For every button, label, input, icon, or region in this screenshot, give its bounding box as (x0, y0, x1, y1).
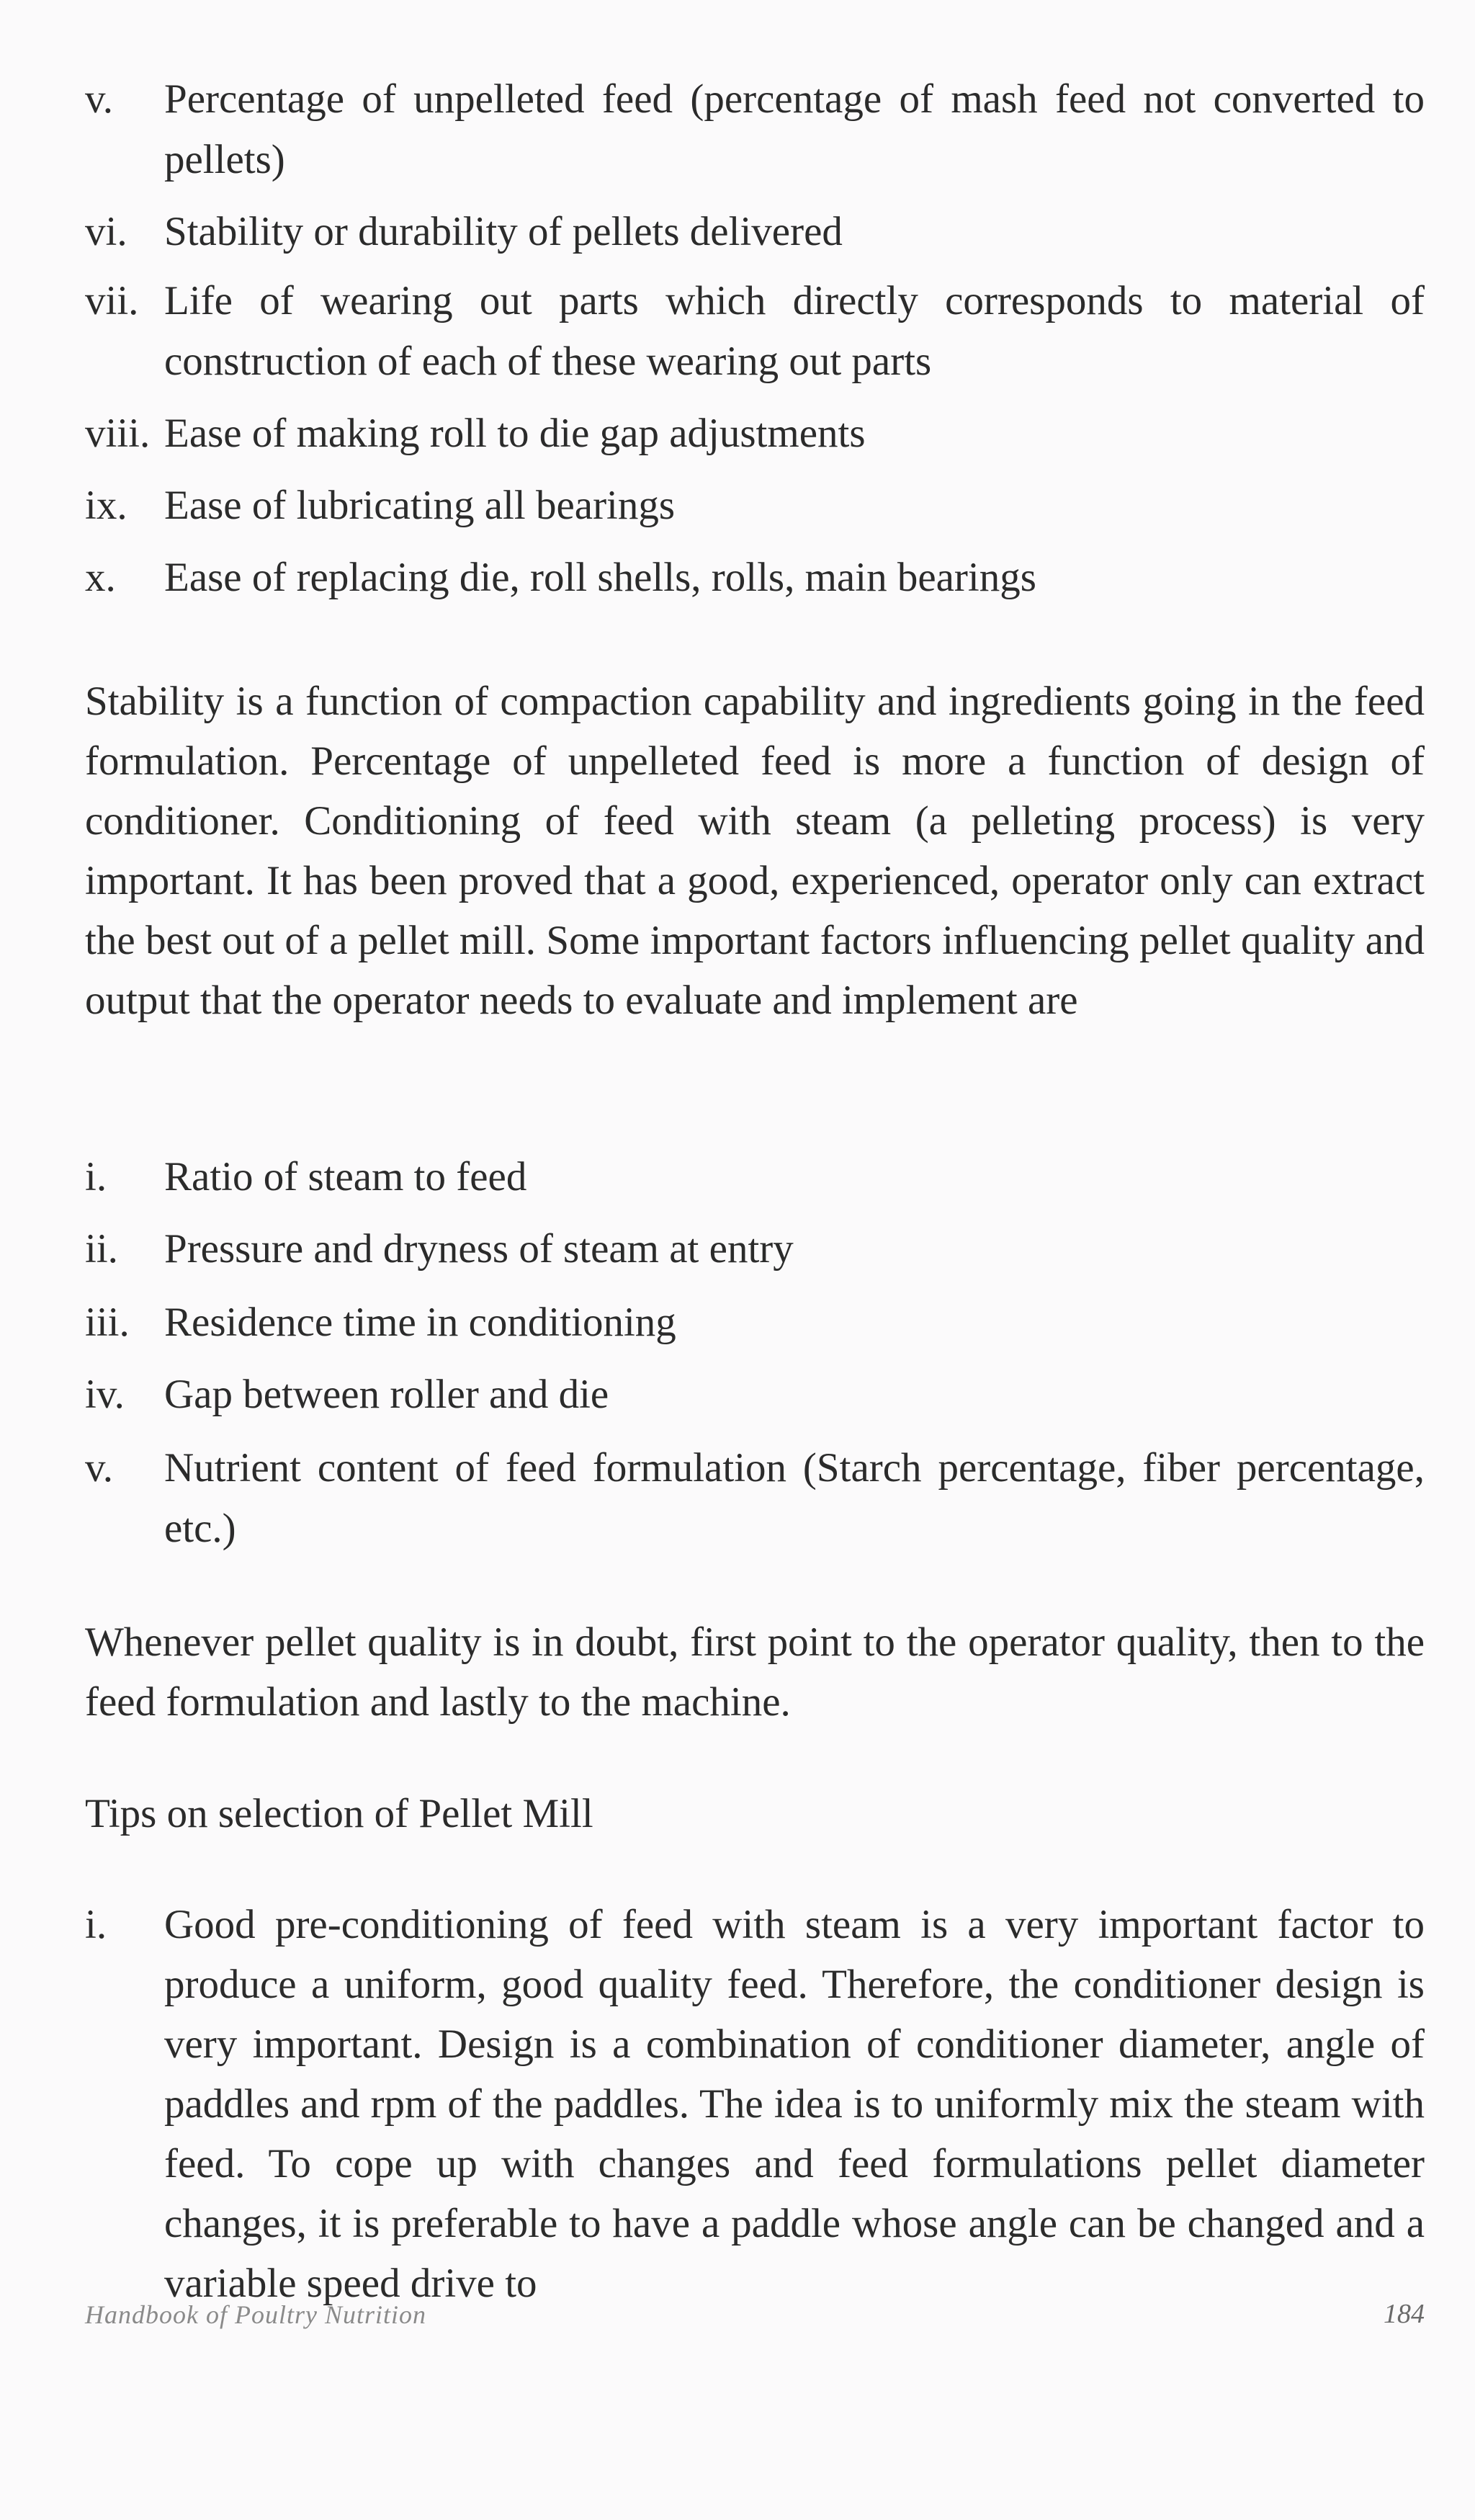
list-item-text: Pressure and dryness of steam at entry (164, 1226, 794, 1272)
list-item-text: Ease of replacing die, roll shells, rolls, main bearings (164, 555, 1036, 600)
list-item-number: vii. (85, 278, 139, 323)
list-item-number: iii. (85, 1300, 130, 1345)
list-item-text: Ease of making roll to die gap adjustments (164, 411, 866, 456)
list-item-text: Residence time in conditioning (164, 1300, 676, 1345)
list-item-text: Good pre-conditioning of feed with steam is a very important factor to produce a uniform, good quality feed. Therefore, the conditioner design is very important. Design is a combination of conditioner diameter, angle of paddles and rpm of the paddles. The idea is to uniformly mix the steam with feed. To cope up with changes and feed formulations pellet diameter changes, it is preferable to have a paddle whose angle can be changed and a variable speed drive to (164, 1902, 1425, 2306)
list-item-text: Stability or durability of pellets delivered (164, 209, 843, 254)
list-item (85, 202, 1425, 271)
list-item (85, 1895, 1425, 2313)
paragraph-operator-quality: Whenever pellet quality is in doubt, first point to the operator quality, then to the feed formulation and lastly to the machine. (85, 1619, 1425, 1725)
list-item (85, 69, 1425, 202)
paragraph-stability: Stability is a function of compaction capability and ingredients going in the feed formulation. Percentage of unpelleted feed is more a function of design of conditioner. Conditioning of feed with steam (a pelleting process) is very important. It has been proved that a good, experienced, operator only can extract the best out of a pellet mill. Some important factors influencing pellet quality and output that the operator needs to evaluate and implement are (85, 679, 1425, 1023)
list-item-number: iv. (85, 1372, 125, 1417)
list-item (85, 1292, 1425, 1364)
list-item-number: vi. (85, 209, 127, 254)
list-pellet-mill-criteria (85, 69, 1425, 617)
list-item (85, 548, 1425, 617)
list-item-number: viii. (85, 411, 151, 456)
list-item (85, 271, 1425, 403)
list-item-number: v. (85, 76, 114, 122)
list-item-text: Nutrient content of feed formulation (Starch percentage, fiber percentage, etc.) (164, 1445, 1425, 1551)
list-item-text: Life of wearing out parts which directly corresponds to material of construction of each of these wearing out parts (164, 278, 1425, 384)
section-heading: Tips on selection of Pellet Mill (85, 1791, 593, 1836)
list-item (85, 1147, 1425, 1219)
list-item-number: x. (85, 555, 116, 600)
list-item (85, 1364, 1425, 1438)
list-item-number: v. (85, 1445, 114, 1491)
footer-book-title: Handbook of Poultry Nutrition (85, 2300, 426, 2329)
list-item-text: Ratio of steam to feed (164, 1154, 527, 1199)
list-item (85, 403, 1425, 475)
list-item-text: Percentage of unpelleted feed (percentage of mash feed not converted to pellets) (164, 76, 1425, 182)
list-item-number: i. (85, 1154, 107, 1199)
list-pellet-mill-tips (85, 1895, 1425, 2313)
list-item-text: Gap between roller and die (164, 1372, 609, 1417)
list-item (85, 1219, 1425, 1292)
list-item (85, 475, 1425, 548)
list-item-number: i. (85, 1902, 107, 1947)
list-item-text: Ease of lubricating all bearings (164, 483, 676, 528)
list-item (85, 1438, 1425, 1562)
list-pellet-quality-factors (85, 1147, 1425, 1562)
footer-page-number: 184 (1384, 2299, 1425, 2329)
list-item-number: ix. (85, 483, 127, 528)
list-item-number: ii. (85, 1226, 118, 1272)
